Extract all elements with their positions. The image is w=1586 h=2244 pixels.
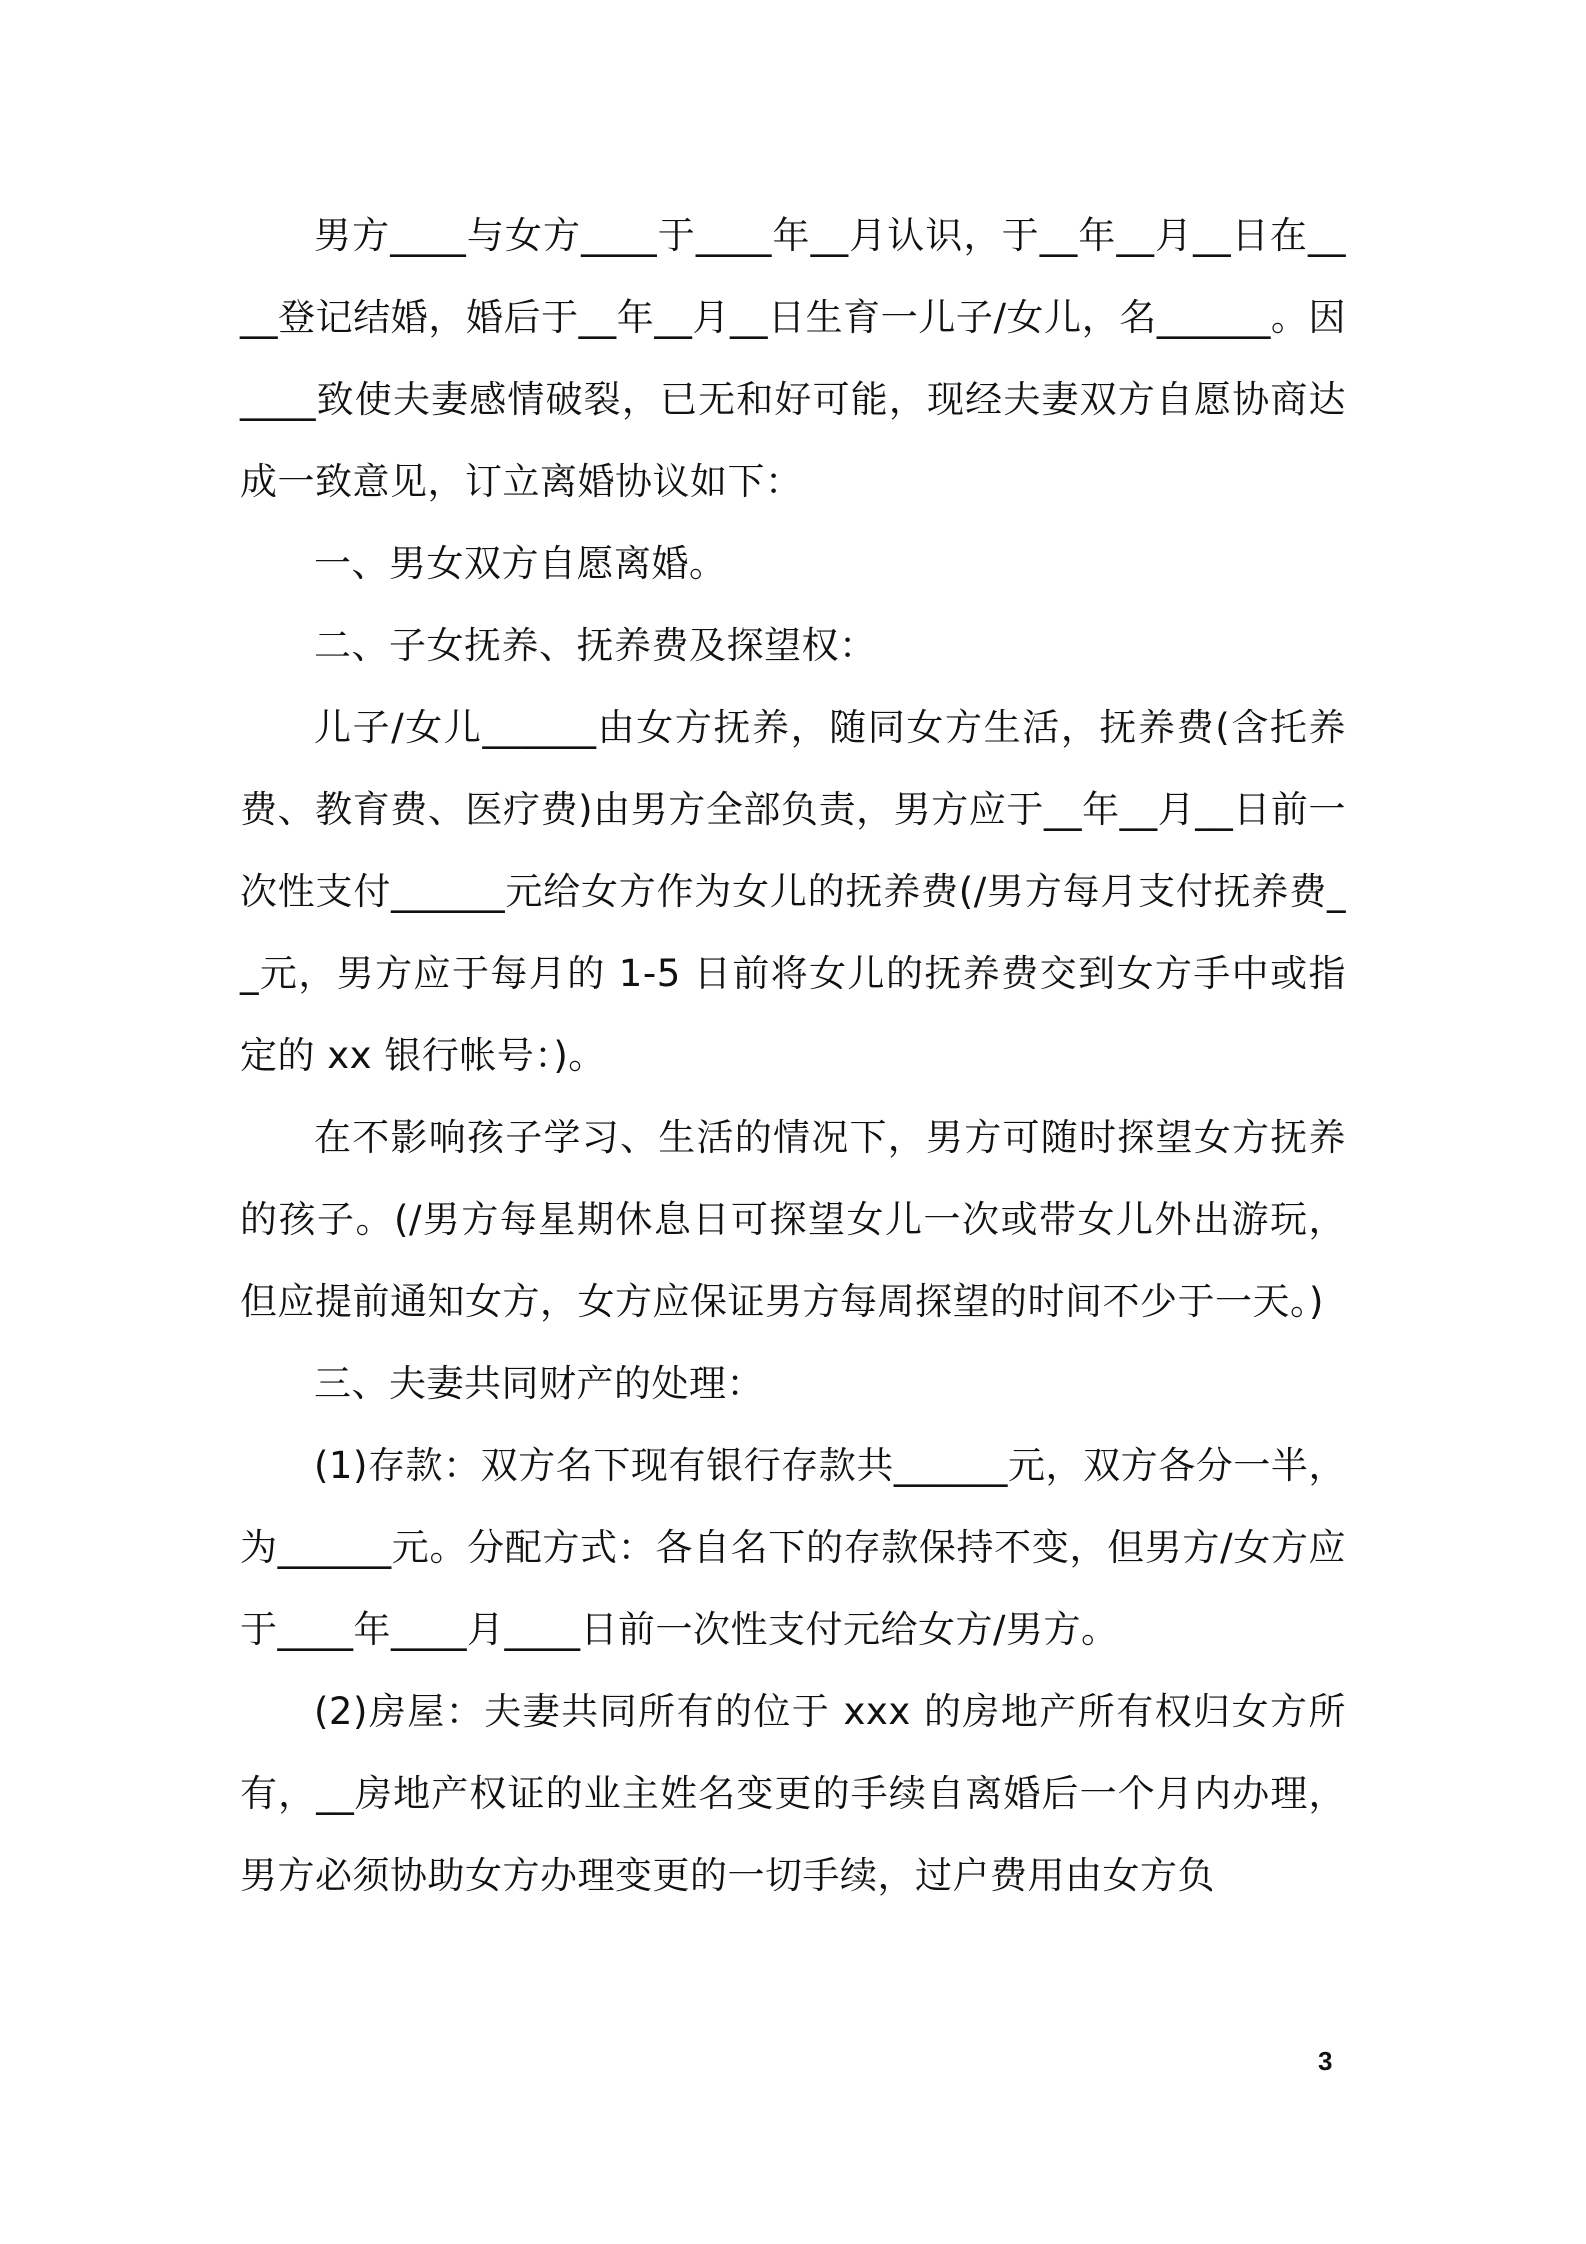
paragraph-house: (2)房屋：夫妻共同所有的位于 xxx 的房地产所有权归女方所有，__房地产权证的业主姓名变更的手续自离婚后一个月内办理，男方必须协助女方办理变更的一切手续，过户费用由女方负 xyxy=(240,1690,1346,1897)
paragraph-clause-2-heading: 二、子女抚养、抚养费及探望权： xyxy=(314,624,877,667)
paragraph-child-support: 儿子/女儿______由女方抚养，随同女方生活，抚养费(含托养费、教育费、医疗费)由男方全部负责，男方应于__年__月__日前一次性支付______元给女方作为女儿的抚养费(/男方每月支付抚养费__元，男方应于每月的 1-5 日前将女儿的抚养费交到女方手中或指定的 xx 银行帐号：)。 xyxy=(240,706,1346,1077)
paragraph-deposits: (1)存款：双方名下现有银行存款共______元，双方各分一半，为______元。分配方式：各自名下的存款保持不变，但男方/女方应于____年____月____日前一次性支付元给女方/男方。 xyxy=(240,1444,1346,1651)
paragraph-visitation: 在不影响孩子学习、生活的情况下，男方可随时探望女方抚养的孩子。(/男方每星期休息日可探望女儿一次或带女儿外出游玩，但应提前通知女方，女方应保证男方每周探望的时间不少于一天。) xyxy=(240,1116,1346,1323)
paragraph-clause-3-heading: 三、夫妻共同财产的处理： xyxy=(314,1362,764,1405)
document-body xyxy=(240,195,1346,1917)
paragraph-intro: 男方____与女方____于____年__月认识，于__年__月__日在____登记结婚，婚后于__年__月__日生育一儿子/女儿，名______。因____致使夫妻感情破裂，已无和好可能，现经夫妻双方自愿协商达成一致意见，订立离婚协议如下： xyxy=(240,214,1346,503)
paragraph-clause-1: 一、男女双方自愿离婚。 xyxy=(314,542,727,585)
page-number: 3 xyxy=(1318,2046,1333,2076)
